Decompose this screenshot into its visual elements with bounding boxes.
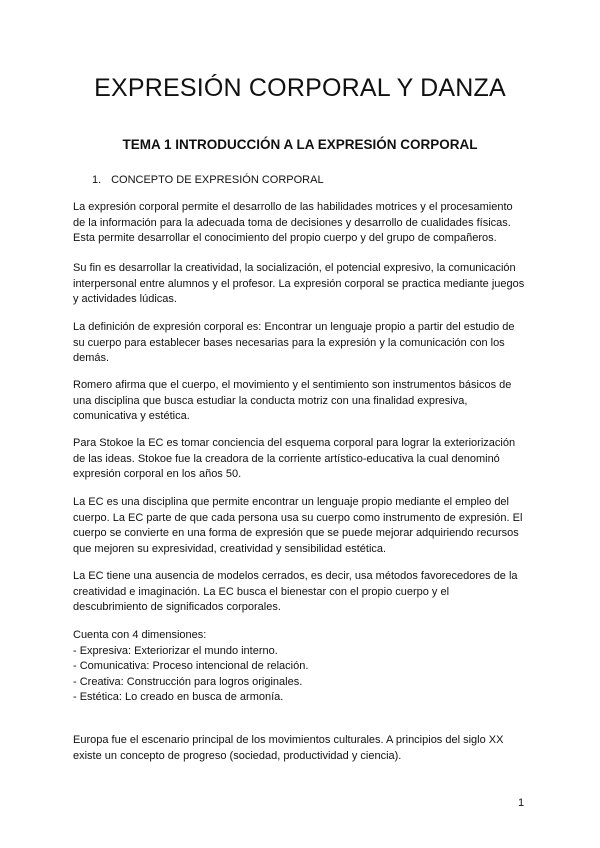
text-line: que mejoren su expresividad, creatividad y sensibilidad estética. [73,542,387,555]
paragraph-definition [73,320,529,367]
text-line: La EC es una disciplina que permite encontrar un lenguaje propio mediante el empleo del [73,496,509,508]
paragraph-europe [73,733,529,764]
text-line: Romero afirma que el cuerpo, el movimiento y el sentimiento son instrumentos básicos de [73,379,512,391]
text-line: La EC tiene una ausencia de modelos cerrados, es decir, usa métodos favorecedores de la [73,570,518,582]
list-item: - Expresiva: Exteriorizar el mundo interno. [73,644,278,657]
text-line: La expresión corporal permite el desarrollo de las habilidades motrices y el procesamiento [73,201,513,213]
paragraph-models [73,569,529,616]
text-line: creatividad e imaginación. La EC busca el bienestar con el propio cuerpo y el [73,585,450,598]
section-heading [92,174,324,186]
text-line: existe un concepto de progreso (sociedad, productividad y ciencia). [73,749,402,762]
text-line: interpersonal entre alumnos y el profesor. La expresión corporal se practica mediante juegos [73,277,525,290]
text-line: demás. [73,352,110,364]
text-line: una disciplina que busca estudiar la conducta motriz con una finalidad expresiva, [73,394,468,407]
text-line: cuerpo se convierte en una forma de expresión que se puede mejorar adquiriendo recursos [73,527,519,539]
text-line: Para Stokoe la EC es tomar conciencia del esquema corporal para lograr la exteriorización [73,437,516,449]
section-title: CONCEPTO DE EXPRESIÓN CORPORAL [111,174,324,186]
list-item: - Creativa: Construcción para logros originales. [73,675,303,688]
paragraph-romero [73,378,529,425]
text-line: de las ideas. Stokoe fue la creadora de la corriente artístico-educativa la cual denominó [73,452,500,465]
text-line: cuerpo. La EC parte de que cada persona usa su cuerpo como instrumento de expresión. El [73,511,523,524]
text-line: comunicativa y estética. [73,410,190,422]
text-line: descubrimiento de significados corporales. [73,601,281,613]
text-line: expresión corporal en los años 50. [73,468,242,480]
text-line: Esta permite desarrollar el conocimiento del propio cuerpo y del grupo de compañeros. [73,232,497,244]
topic-heading: TEMA 1 INTRODUCCIÓN A LA EXPRESIÓN CORPORAL [122,137,478,152]
list-item: - Comunicativa: Proceso intencional de relación. [73,660,309,672]
text-line: su cuerpo para establecer bases necesarias para la expresión y la comunicación con los [73,336,505,349]
text-line: de la información para la adecuada toma de decisiones y desarrollo de cualidades físicas. [73,216,511,229]
dimensions-list [73,628,529,706]
paragraph-intro [73,200,529,247]
page-number: 1 [518,797,525,809]
paragraph-discipline [73,495,529,557]
text-line: Su fin es desarrollar la creatividad, la socialización, el potencial expresivo, la comunicación [73,262,516,274]
text-line: La definición de expresión corporal es: Encontrar un lenguaje propio a partir del estudio de [73,321,515,333]
paragraph-purpose [73,261,529,308]
text-line: Europa fue el escenario principal de los movimientos culturales. A principios del siglo XX [73,734,504,746]
section-number: 1. [92,174,102,186]
list-item: - Estética: Lo creado en busca de armonía. [73,691,284,703]
paragraph-stokoe [73,436,529,483]
text-line: y actividades lúdicas. [73,293,177,305]
document-title: EXPRESIÓN CORPORAL Y DANZA [94,74,506,102]
list-intro: Cuenta con 4 dimensiones: [73,629,207,641]
